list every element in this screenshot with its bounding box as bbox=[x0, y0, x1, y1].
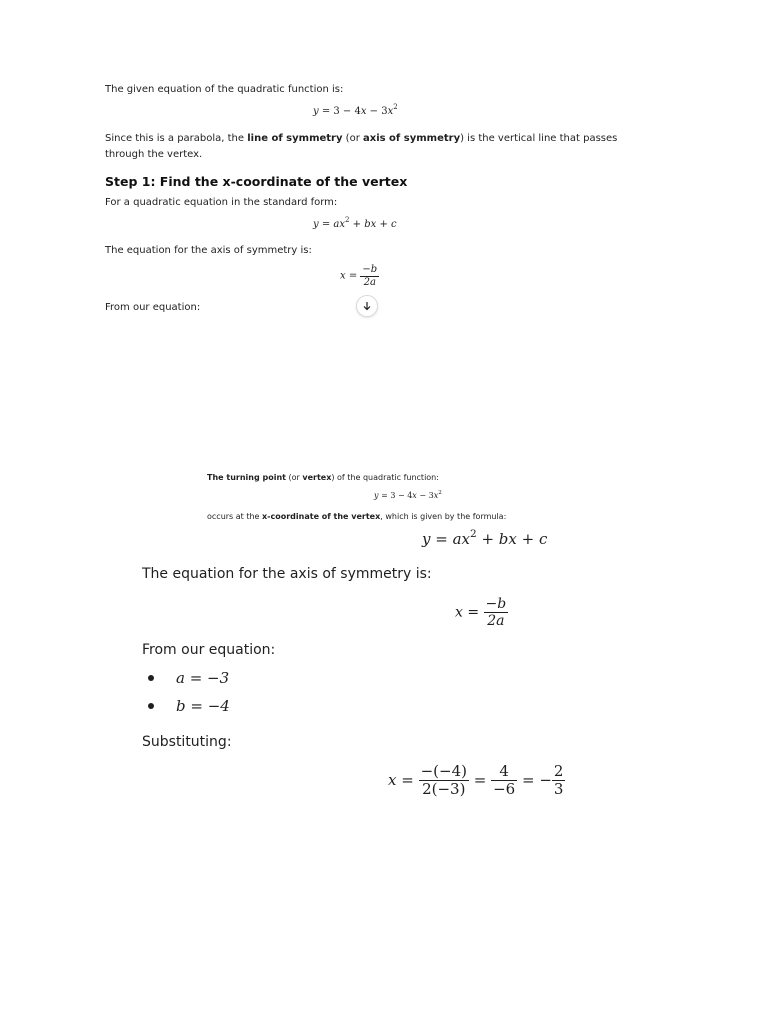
axis-formula: x = $\frac{-b}{2a}$ bbox=[340, 264, 378, 288]
quadratic-equation: $y = 3 - 4x - 3x^2$ bbox=[313, 102, 398, 117]
arrow-down-icon bbox=[362, 301, 372, 311]
standard-form-intro: For a quadratic equation in the standard form: bbox=[105, 197, 338, 208]
symmetry-text-line1: Since this is a parabola, the line of symmetry (or axis of symmetry) is the vertical line that passes bbox=[105, 133, 618, 144]
result-equation: x = $\frac{-(-4)}{2(-3)}$ = $\frac{4}{-6}$ = − $\frac{2}{3}$ bbox=[388, 762, 564, 799]
axis-intro: The equation for the axis of symmetry is: bbox=[105, 245, 312, 256]
scroll-down-button[interactable] bbox=[356, 295, 378, 317]
standard-form-equation-large: $y = ax^2$ + bx + c bbox=[422, 527, 548, 548]
occurs-text: occurs at the x-coordinate of the vertex, which is given by the formula: bbox=[207, 512, 507, 521]
turning-point-text: The turning point (or vertex) of the quadratic function: bbox=[207, 473, 439, 482]
quadratic-equation-small: $y = 3 - 4x - 3x^2$ bbox=[374, 489, 442, 500]
from-equation-text: From our equation: bbox=[105, 302, 201, 313]
intro-text: The given equation of the quadratic function is: bbox=[105, 84, 344, 95]
standard-form-equation: $y = ax^2$ + bx + c bbox=[313, 215, 397, 230]
substituting-text: Substituting: bbox=[142, 734, 232, 750]
axis-intro-large: The equation for the axis of symmetry is: bbox=[142, 566, 432, 582]
step-heading: Step 1: Find the x-coordinate of the vertex bbox=[105, 174, 408, 189]
symmetry-text-line2: through the vertex. bbox=[105, 149, 203, 160]
from-equation-large: From our equation: bbox=[142, 642, 276, 658]
axis-formula-large: x = $\frac{-b}{2a}$ bbox=[455, 596, 507, 630]
